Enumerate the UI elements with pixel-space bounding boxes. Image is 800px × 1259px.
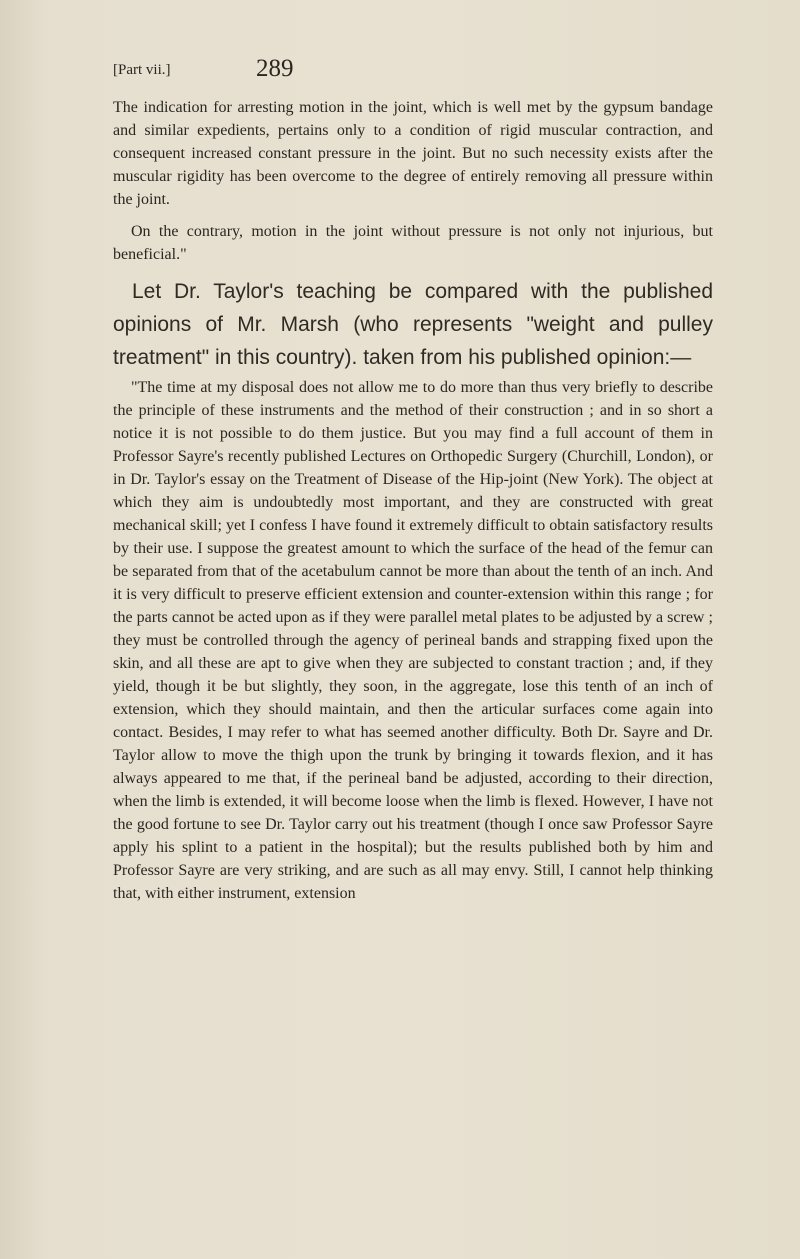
running-head [113, 55, 713, 88]
part-label: [Part vii.] [113, 62, 171, 78]
paragraph-marsh-quotation: "The time at my disposal does not allow me to do more than thus very briefly to describe the principle of these instruments and the method of their construction ; and in so short a notice it is not possible to do them justice. But you may find a full account of them in Professor Sayre's recently published Lectures on Orthopedic Surgery (Churchill, London), or in Dr. Taylor's essay on the Treatment of Disease of the Hip-joint (New York). The object at which they aim is undoubtedly most important, and they are constructed with great mechanical skill; yet I confess I have found it extremely difficult to obtain satisfactory results by their use. I suppose the greatest amount to which the surface of the head of the femur can be separated from that of the acetabulum cannot be more than about the tenth of an inch. And it is very difficult to preserve efficient extension and counter-extension within this range ; for the parts cannot be acted upon as if they were parallel metal plates to be adjusted by a screw ; they must be controlled through the agency of perineal bands and strapping fixed upon the skin, and all these are apt to give when they are subjected to constant traction ; and, if they yield, though it be but slightly, they soon, in the aggregate, lose this tenth of an inch of extension, which they should maintain, and then the articular surfaces come again into contact. Besides, I may refer to what has seemed another difficulty. Both Dr. Sayre and Dr. Taylor allow to move the thigh upon the trunk by bringing it towards flexion, and it has always appeared to me that, if the perineal band be adjusted, according to their direction, when the limb is extended, it will become loose when the limb is flexed. However, I have not the good fortune to see Dr. Taylor carry out his treatment (though I once saw Professor Sayre apply his splint to a patient in the hospital); but the results published both by him and Professor Sayre are very striking, and are such as all may envy. Still, I cannot help thinking that, with either instrument, extension [113, 379, 713, 902]
paragraph-motion-beneficial: On the contrary, motion in the joint without pressure is not only not injurious, but beneficial." [113, 223, 713, 263]
page-number: 289 [256, 55, 294, 82]
paragraph-marsh-comparison: Let Dr. Taylor's teaching be compared with the published opinions of Mr. Marsh (who represents "weight and pulley treatment" in this country). taken from his published opinion:— [113, 280, 713, 369]
body-text [113, 96, 713, 914]
paragraph-gypsum-bandage: The indication for arresting motion in the joint, which is well met by the gypsum bandage and similar expedients, pertains only to a condition of rigid muscular contraction, and consequent increased constant pressure in the joint. But no such necessity exists after the muscular rigidity has been overcome to the degree of entirely removing all pressure within the joint. [113, 99, 713, 208]
